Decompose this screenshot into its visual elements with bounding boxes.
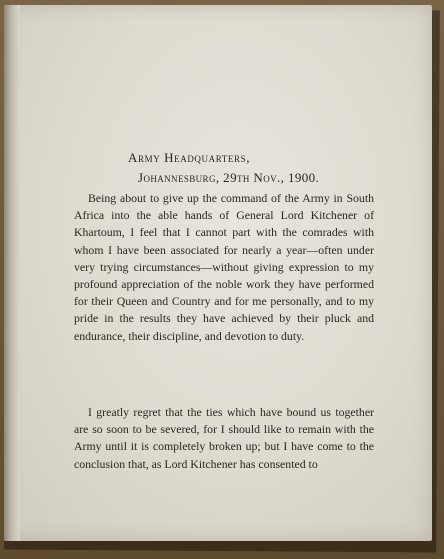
heading-location: Army Headquarters, — [128, 150, 251, 165]
paragraph-1: Being about to give up the command of the Army in South Africa into the able hands of General Lord Kitchener of Khartoum, I feel that I cannot part with the comrades with whom I have been associated for nearly a year—often under very trying circumstances—without giving expression to my profound appreciation of the noble work they have performed for their Queen and Country and for me personally, and to my pride in the results they have achieved by their pluck and endurance, their discipline, and devotion to duty. — [74, 191, 374, 343]
page-fold — [4, 5, 20, 541]
heading-date: Johannesburg, 29th Nov., 1900. — [138, 170, 320, 185]
paragraph-2: I greatly regret that the ties which have bound us together are so soon to be severed, for I should like to remain with the Army until it is completely broken up; but I have come to the conclusion that, as Lord Kitchener has consented to — [74, 405, 374, 471]
